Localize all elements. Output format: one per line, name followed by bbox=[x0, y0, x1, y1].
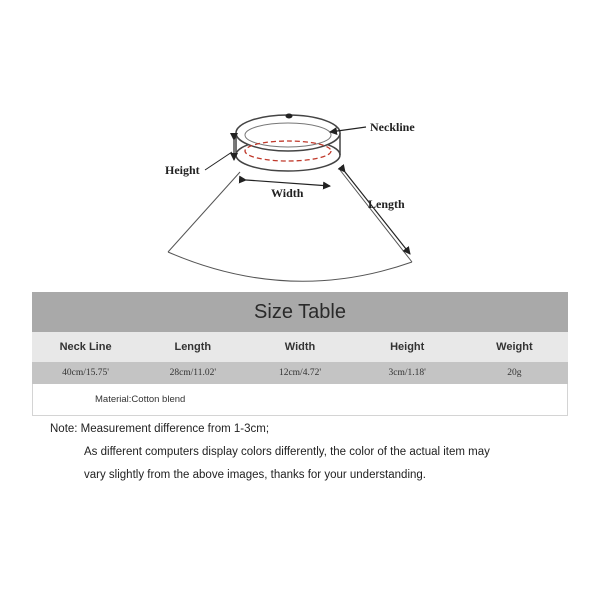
header-weight: Weight bbox=[496, 341, 533, 353]
note-line-1: Note: Measurement difference from 1-3cm; bbox=[50, 423, 270, 435]
button-icon bbox=[286, 114, 293, 119]
value-height: 3cm/1.18' bbox=[388, 368, 426, 378]
neckline-label: Neckline bbox=[370, 120, 415, 134]
note-line-3: vary slightly from the above images, thanks for your understanding. bbox=[84, 469, 426, 481]
value-length: 28cm/11.02' bbox=[169, 368, 217, 378]
length-label: Length bbox=[368, 197, 405, 211]
header-height: Height bbox=[390, 341, 425, 353]
note-block bbox=[50, 418, 570, 487]
height-label: Height bbox=[165, 163, 200, 177]
header-length: Length bbox=[174, 341, 212, 353]
size-table-header-row bbox=[32, 332, 568, 362]
value-neck-line: 40cm/15.75' bbox=[62, 368, 110, 378]
collar-band bbox=[236, 115, 340, 171]
header-neck-line: Neck Line bbox=[59, 341, 112, 353]
width-label: Width bbox=[271, 186, 304, 200]
header-width: Width bbox=[284, 341, 316, 353]
note-line-2: As different computers display colors differently, the color of the actual item may bbox=[84, 446, 490, 458]
size-table-value-row bbox=[32, 362, 568, 384]
size-table bbox=[32, 292, 568, 416]
height-leader bbox=[205, 152, 232, 170]
length-arrow bbox=[345, 172, 410, 254]
material-text: Material:Cotton blend bbox=[95, 394, 186, 405]
value-weight: 20g bbox=[507, 368, 522, 378]
value-width: 12cm/4.72' bbox=[278, 368, 322, 378]
material-row bbox=[32, 384, 568, 416]
size-table-title: Size Table bbox=[32, 292, 568, 332]
